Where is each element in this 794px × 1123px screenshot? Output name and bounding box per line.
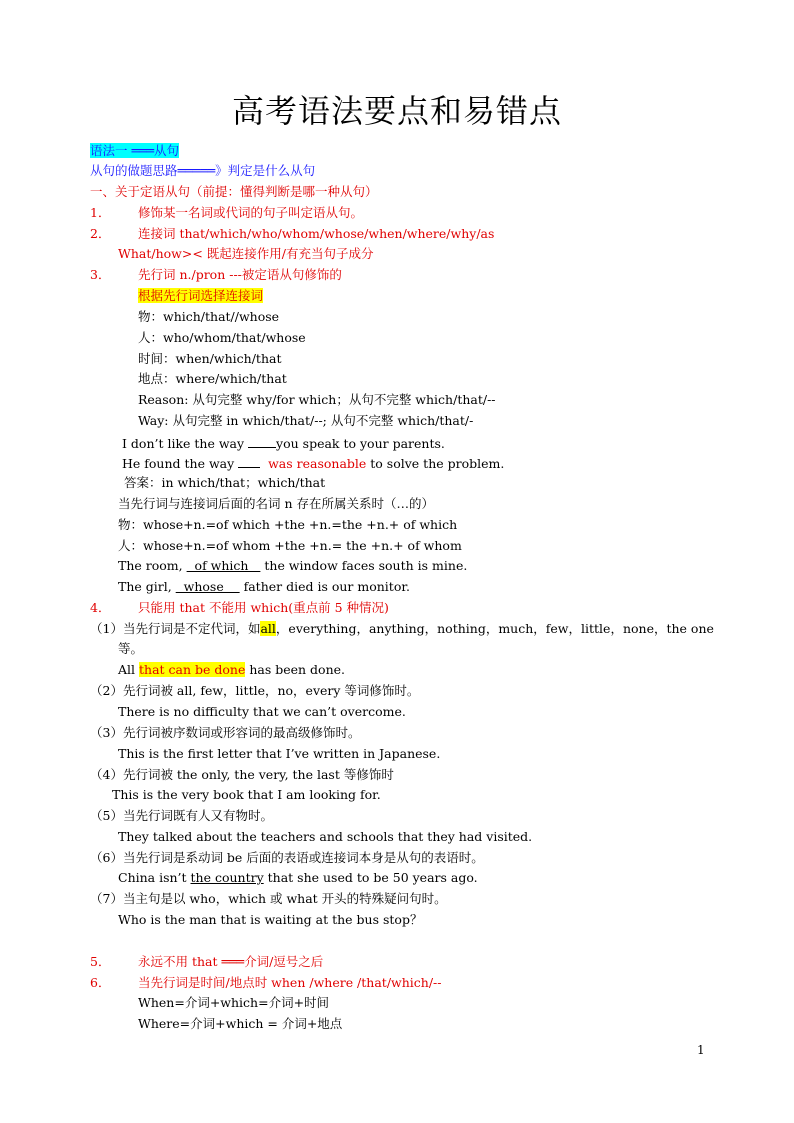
case-2: （2）先行词被 all, few，little，no，every 等词修饰时。 xyxy=(90,683,420,698)
example-way-1 xyxy=(122,434,445,452)
example-text: the window faces south is mine. xyxy=(260,558,468,573)
rule-when: When=介词+which=介词+时间 xyxy=(138,995,330,1010)
possessive-thing: 物：whose+n.=of which +the +n.=the +n.+ of which xyxy=(118,517,458,532)
underlined-answer: whose xyxy=(175,579,240,594)
item-4-text: 只能用 that 不能用 which(重点前 5 种情况) xyxy=(138,600,389,615)
item-6-text: 当先行词是时间/地点时 when /where /that/which/-- xyxy=(138,975,442,990)
answer-blank xyxy=(248,434,276,448)
example-text: The room, xyxy=(118,558,187,573)
case-6-example xyxy=(118,870,478,886)
item-1-text: 修饰某一名词或代词的句子叫定语从句。 xyxy=(138,205,364,220)
example-text: China isn’t xyxy=(118,870,191,885)
case-1-continuation: 等。 xyxy=(118,641,144,656)
possessive-rule: 当先行词与连接词后面的名词 n 存在所属关系时（…的） xyxy=(118,496,434,511)
case-2-example: There is no difficulty that we can’t overcome. xyxy=(118,704,406,719)
case-4-example: This is the very book that I am looking for. xyxy=(112,787,381,802)
section-heading: 一、关于定语从句（前提：懂得判断是哪一种从句） xyxy=(90,184,378,199)
grammar-tag xyxy=(90,143,179,159)
case-7: （7）当主句是以 who，which 或 what 开头的特殊疑问句时。 xyxy=(90,891,447,906)
case-5-example: They talked about the teachers and schools that they had visited. xyxy=(118,829,533,844)
case-text: ，everything，anything，nothing，much，few，little，none，the one xyxy=(275,621,714,636)
possessive-person: 人：whose+n.=of whom +the +n.= the +n.+ of whom xyxy=(118,538,462,553)
example-girl xyxy=(118,579,410,595)
item-number-2: 2． xyxy=(90,226,111,241)
highlight-text: 根据先行词选择连接词 xyxy=(138,288,264,303)
example-text: to solve the problem. xyxy=(366,456,505,471)
route-line: 从句的做题思路═════》判定是什么从句 xyxy=(90,163,316,178)
item-number-1: 1． xyxy=(90,205,111,220)
rule-place: 地点：where/which/that xyxy=(138,371,287,386)
case-text: （1）当先行词是不定代词，如 xyxy=(90,621,261,636)
case-1-example xyxy=(118,662,345,678)
case-1 xyxy=(90,621,714,637)
item-3-text: 先行词 n./pron ---被定语从句修饰的 xyxy=(138,267,342,282)
case-4: （4）先行词被 the only, the very, the last 等修饰时 xyxy=(90,767,394,782)
item-2-text: 连接词 that/which/who/whom/whose/when/where/why/as xyxy=(138,226,495,241)
item-5-text: 永远不用 that ═══介词/逗号之后 xyxy=(138,954,324,969)
rule-time: 时间：when/which/that xyxy=(138,351,282,366)
example-text: you speak to your parents. xyxy=(276,436,445,451)
rule-person: 人：who/whom/that/whose xyxy=(138,330,306,345)
page-number: 1 xyxy=(697,1043,705,1057)
page-title: 高考语法要点和易错点 xyxy=(231,92,562,130)
item-3-highlight xyxy=(138,288,263,304)
example-room xyxy=(118,558,467,574)
rule-reason: Reason: 从句完整 why/for which；从句不完整 which/that/-- xyxy=(138,392,496,407)
case-7-example: Who is the man that is waiting at the bus stop？ xyxy=(118,912,423,927)
example-red-text: was reasonable xyxy=(268,456,367,471)
example-way-2 xyxy=(122,454,504,472)
answer-blank xyxy=(238,454,260,468)
rule-where: Where=介词+which = 介词+地点 xyxy=(138,1016,343,1031)
item-2-continuation: What/how>< 既起连接作用/有充当句子成分 xyxy=(118,246,374,261)
rule-way: Way: 从句完整 in which/that/--; 从句不完整 which/that/- xyxy=(138,413,474,428)
rule-thing: 物：which/that//whose xyxy=(138,309,280,324)
highlight-text: all xyxy=(260,621,276,636)
grammar-tag-label: 语法一 ═══从句 xyxy=(90,143,180,158)
item-number-3: 3． xyxy=(90,267,111,282)
underlined-answer: of which xyxy=(186,558,261,573)
example-text: He found the way xyxy=(122,456,239,471)
underlined-answer: the country xyxy=(190,870,264,885)
case-5: （5）当先行词既有人又有物时。 xyxy=(90,808,273,823)
example-text: father died is our monitor. xyxy=(239,579,410,594)
item-number-5: 5． xyxy=(90,954,111,969)
case-3: （3）先行词被序数词或形容词的最高级修饰时。 xyxy=(90,725,361,740)
example-text: I don’t like the way xyxy=(122,436,249,451)
example-text: has been done. xyxy=(245,662,345,677)
item-number-6: 6． xyxy=(90,975,111,990)
case-6: （6）当先行词是系动词 be 后面的表语或连接词本身是从句的表语时。 xyxy=(90,850,484,865)
example-text: that she used to be 50 years ago. xyxy=(263,870,478,885)
example-text: The girl, xyxy=(118,579,176,594)
item-number-4: 4． xyxy=(90,600,111,615)
case-3-example: This is the first letter that I’ve written in Japanese. xyxy=(118,746,441,761)
answer-line: 答案：in which/that；which/that xyxy=(124,475,326,490)
highlight-text: that can be done xyxy=(139,662,246,677)
example-text: All xyxy=(118,662,139,677)
